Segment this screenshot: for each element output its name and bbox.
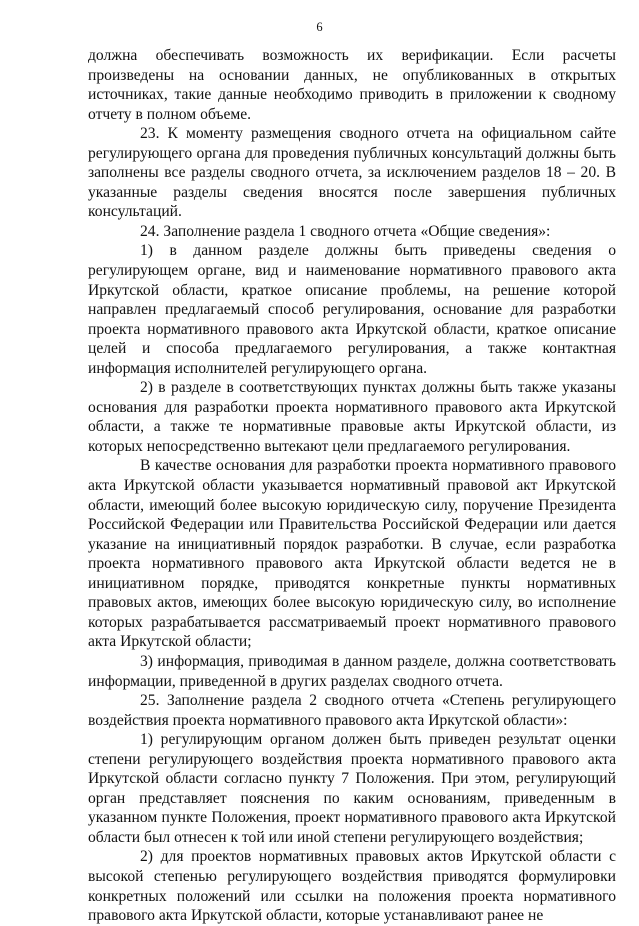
page-number: 6 [316, 20, 323, 34]
paragraph-item-25-2: 2) для проектов нормативных правовых актов Иркутской области с высокой степенью регулирующего воздействия приводятся формулировки конкретных положений или ссылки на положения проекта нормативного правового акта Иркутской области, которые устанавливают ранее не [88, 848, 616, 925]
paragraph-item-24-1: 1) в данном разделе должны быть приведены сведения о регулирующем органе, вид и наименование нормативного правового акта Иркутской области, краткое описание проблемы, на решение которой направлен предлагаемый способ регулирования, основание для разработки проекта нормативного правового акта Иркутской области, краткое описание целей и способа предлагаемого регулирования, а также контактная информация исполнителей регулирующего органа. [88, 242, 616, 377]
paragraph-item-24: 24. Заполнение раздела 1 сводного отчета «Общие сведения»: [140, 222, 551, 240]
paragraph-continuation: должна обеспечивать возможность их верификации. Если расчеты произведены на основании данных, не опубликованных в открытых источниках, такие данные необходимо приводить в приложении к сводному отчету в полном объеме. [88, 47, 616, 123]
paragraph-item-25-1: 1) регулирующим органом должен быть приведен результат оценки степени регулирующего воздействия проекта нормативного правового акта Иркутской области согласно пункту 7 Положения. При этом, регулирующий орган представляет пояснения по каким основаниям, приведенным в указанном пункте Положения, проект нормативного правового акта Иркутской области был отнесен к той или иной степени регулирующего воздействия; [88, 731, 616, 846]
paragraph-item-25: 25. Заполнение раздела 2 сводного отчета «Степень регулирующего воздействия проекта нормативного правового акта Иркутской области»: [88, 692, 616, 729]
paragraph-item-24-2: 2) в разделе в соответствующих пунктах должны быть также указаны основания для разработки проекта нормативного правового акта Иркутской области, а также те нормативные правовые акты Иркутской области, из которых непосредственно вытекают цели предлагаемого регулирования. [88, 379, 616, 455]
document-body [88, 46, 616, 926]
paragraph-item-23: 23. К моменту размещения сводного отчета на официальном сайте регулирующего органа для проведения публичных консультаций должны быть заполнены все разделы сводного отчета, за исключением разделов 18 – 20. В указанные разделы сведения вносятся после завершения публичных консультаций. [88, 125, 616, 221]
paragraph-basis: В качестве основания для разработки проекта нормативного правового акта Иркутской области указывается нормативный правовой акт Иркутской области, имеющий более высокую юридическую силу, поручение Президента Российской Федерации или Правительства Российской Федерации или дается указание на инициативный порядок разработки. В случае, если разработка проекта нормативного правового акта Иркутской области ведется не в инициативном порядке, приводятся конкретные пункты нормативных правовых актов, имеющих более высокую юридическую силу, во исполнение которых разрабатывается рассматриваемый проект нормативного правового акта Иркутской области; [88, 457, 616, 651]
paragraph-item-24-3: 3) информация, приводимая в данном разделе, должна соответствовать информации, приведенной в других разделах сводного отчета. [88, 652, 616, 690]
